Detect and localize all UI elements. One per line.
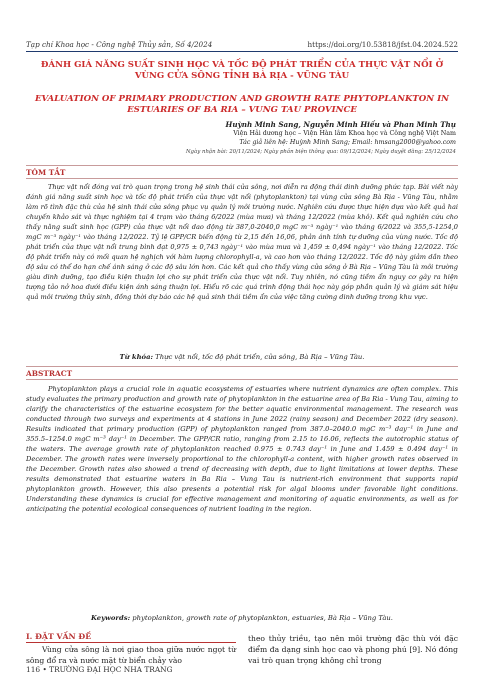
journal-name: Tạp chí Khoa học - Công nghệ Thủy sản, Số 4/2024 bbox=[26, 40, 213, 49]
submission-dates: Ngày nhận bài: 20/11/2024; Ngày phản biện thông qua: 09/12/2024; Ngày duyệt đăng: 25/12/2024 bbox=[185, 149, 456, 155]
keywords-vi-label: Từ khóa: bbox=[119, 353, 153, 361]
contact-info: Tác giả liên hệ: Huỳnh Minh Sang; Email: hmsang2000@yahoo.com bbox=[239, 139, 456, 146]
title-vietnamese: ĐÁNH GIÁ NĂNG SUẤT SINH HỌC VÀ TỐC ĐỘ PHÁT TRIỂN CỦA THỰC VẬT NỔI Ở VÙNG CỬA SÔNG TỈNH BÀ RỊA - VŨNG TÀU bbox=[40, 60, 444, 81]
abstract-vi-heading: TÓM TẮT bbox=[26, 168, 66, 177]
intro-left-column: Vùng cửa sông là nơi giao thoa giữa nước ngọt từ sông đổ ra và nước mặt từ biển chảy vào bbox=[26, 645, 236, 665]
authors: Huỳnh Minh Sang, Nguyễn Minh Hiếu và Phan Minh Thụ bbox=[225, 120, 456, 129]
page-footer: 116 • TRƯỜNG ĐẠI HỌC NHA TRANG bbox=[26, 665, 173, 674]
affiliation: Viện Hải dương học – Viện Hàn lâm Khoa học và Công nghệ Việt Nam bbox=[233, 130, 456, 137]
keywords-vi bbox=[26, 353, 458, 361]
abstract-en-text: Phytoplankton plays a crucial role in aquatic ecosystems of estuaries where nutrient dynamics are often complex. This study evaluates the primary production and growth rate of phytoplankton in the estuarine area of Ba Ria - Vung Tau, aiming to clarify the characteristics of the estuarine ecosystem for the better aquatic environmental management. The research was conducted through two surveys and experiments at 4 stations in June 2022 (rainy season) and December 2022 (dry season). Results indicated that primary production (GPP) of phytoplankton ranged from 387.0–2040.0 mgC m⁻³ day⁻¹ in June and 355.5–1254.0 mgC m⁻³ day⁻¹ in December. The GPP/CR ratio, ranging from 2.15 to 16.06, reflects the autotrophic status of the waters. The average growth rate of phytoplankton reached 0.975 ± 0.743 day⁻¹ in June and 1.459 ± 0.494 day⁻¹ in December. The growth rates were inversely proportional to the chlorophyll-a content, with higher growth rates observed in the December. Growth rates also showed a trend of decreasing with depth, due to light limitations at lower depths. These results demonstrated that estuarine waters in Ba Ria – Vung Tau is nutrient-rich environment that supports rapid phytoplankton growth. However, this also presents a potential risk for algal blooms under favorable light conditions. Understanding these dynamics is crucial for effective management and monitoring of aquatic environments, as well as for anticipating the potential ecological consequences of nutrient loading in the region. bbox=[26, 385, 458, 513]
intro-right-column: theo thủy triều, tạo nên môi trường đặc thù với đặc điểm đa dạng sinh học cao và phong phú [9]. Nó đóng vai trò quan trọng không chỉ trong bbox=[248, 634, 458, 665]
header-divider bbox=[26, 51, 458, 52]
intro-heading: I. ĐẶT VẤN ĐỀ bbox=[26, 632, 92, 641]
keywords-vi-list: Thực vật nổi, tốc độ phát triển, cửa sông, Bà Rịa – Vũng Tàu. bbox=[155, 353, 365, 361]
keywords-en bbox=[26, 614, 458, 622]
section-divider bbox=[26, 178, 458, 179]
keywords-en-list: phytoplankton, growth rate of phytoplankton, estuaries, Bà Rịa – Vũng Tàu. bbox=[132, 614, 393, 622]
doi-link[interactable]: https://doi.org/10.53818/jfst.04.2024.522 bbox=[307, 40, 458, 49]
abstract-vi-text: Thực vật nổi đóng vai trò quan trọng trong hệ sinh thái cửa sông, nơi diễn ra động thái dinh dưỡng phức tạp. Bài viết này đánh giá năng suất sinh học và tốc độ phát triển của thực vật nổi (phytoplankton) tại vùng cửa sông Bà Rịa - Vũng Tàu, nhằm làm rõ tình đặc thù của hệ sinh thái cửa sông phục vụ quản lý môi trường nước. Nghiên cứu được thực hiện dựa vào kết quả hai chuyến khảo sát và thực nghiệm tại 4 trạm vào tháng 6/2022 (mùa mưa) và tháng 12/2022 (mùa khô). Kết quả nghiên cứu cho thấy năng suất sinh học (GPP) của thực vật nổi dao động từ 387,0-2040,0 mgC m⁻³ ngày⁻¹ vào tháng 6/2022 và 355,5-1254,0 mgC m⁻³ ngày⁻¹ vào tháng 12/2022. Tỷ lệ GPP/CR biến động từ 2,15 đến 16,06, phản ánh tính tự dưỡng của vùng nước. Tốc độ phát triển của thực vật nổi trung bình đạt 0,975 ± 0,743 ngày⁻¹ vào mùa mưa và 1,459 ± 0,494 ngày⁻¹ vào tháng 12/2022. Tốc độ phát triển này có mối quan hệ nghịch với hàm lượng chlorophyll-a, và cao hơn vào tháng 12/2022. Tốc độ này giảm dần theo độ sâu có thể do hạn chế ánh sáng ở các độ sâu lớn hơn. Các kết quả cho thấy vùng cửa sông ở Bà Rịa – Vũng Tàu là môi trường giàu dinh dưỡng, tạo điều kiện thuận lợi cho sự phát triển của thực vật nổi. Tuy nhiên, nó cũng tiềm ẩn nguy cơ gây ra hiện tượng tảo nở hoa dưới điều kiện ánh sáng thuận lợi. Hiểu rõ các quá trình động thái học này góp phần quản lý và giám sát hiệu quả môi trường thủy sinh, đồng thời dự báo các hệ quả sinh thái tiềm ẩn của việc tăng cường dinh dưỡng trong khu vực. bbox=[26, 183, 458, 301]
section-divider bbox=[26, 366, 458, 367]
abstract-en-heading: ABSTRACT bbox=[26, 369, 73, 378]
title-english: EVALUATION OF PRIMARY PRODUCTION AND GROWTH RATE PHYTOPLANKTON IN ESTUARIES OF BA RIA – VUNG TAU PROVINCE bbox=[34, 94, 450, 115]
section-divider bbox=[26, 379, 458, 380]
intro-underline bbox=[26, 642, 236, 643]
keywords-en-label: Keywords: bbox=[91, 614, 131, 622]
section-divider bbox=[26, 165, 458, 166]
